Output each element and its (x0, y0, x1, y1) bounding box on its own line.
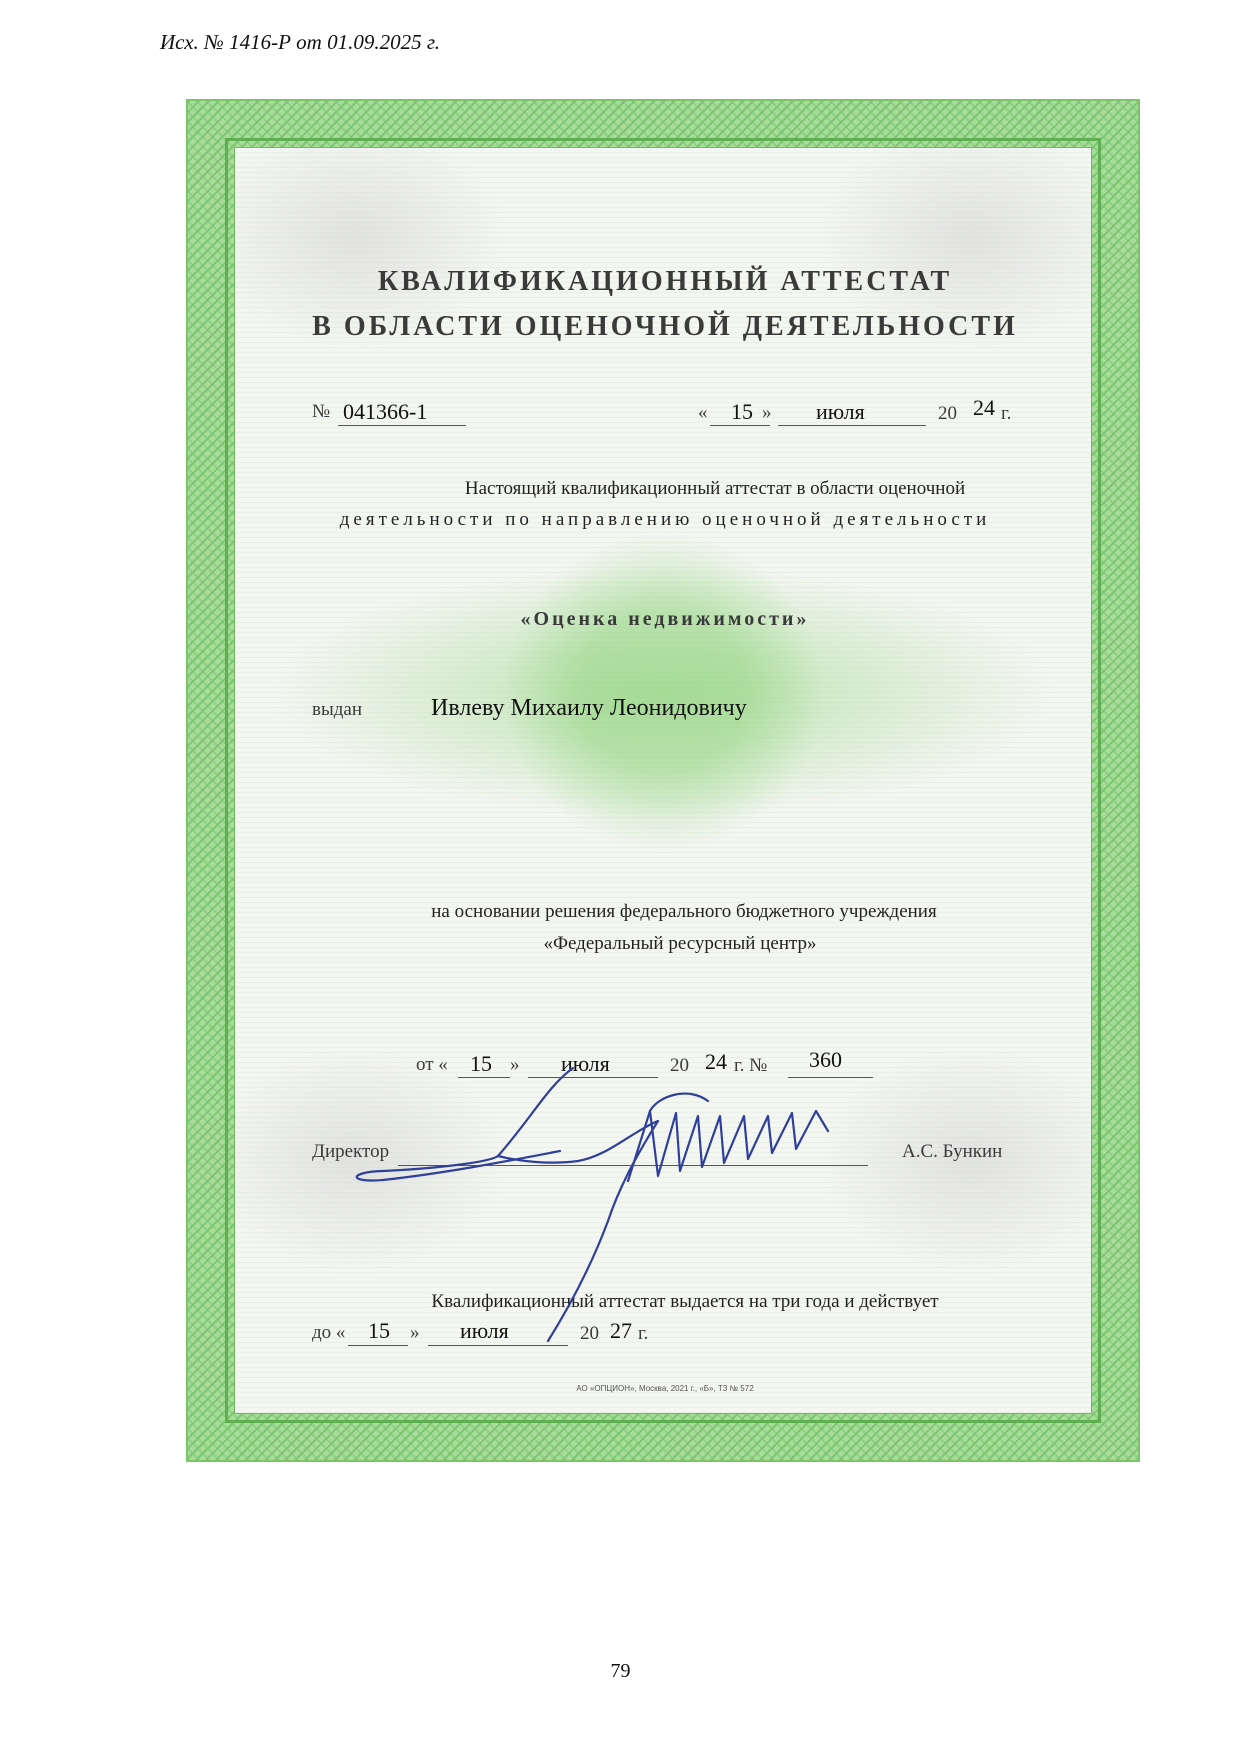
date-open-quote: « (698, 402, 708, 423)
valid-month: июля (460, 1318, 509, 1343)
direction: «Оценка недвижимости» (520, 608, 810, 630)
certificate-title-line2: В ОБЛАСТИ ОЦЕНОЧНОЙ ДЕЯТЕЛЬНОСТИ (312, 311, 1018, 342)
signature-line (398, 1165, 868, 1166)
decision-number: 360 (809, 1047, 842, 1072)
document-reference: Исх. № 1416-Р от 01.09.2025 г. (160, 30, 440, 54)
decision-month: июля (561, 1051, 610, 1076)
issue-month-underline (778, 425, 926, 426)
number-underline (338, 425, 466, 426)
certificate (186, 99, 1140, 1462)
decision-day-underline (458, 1077, 510, 1078)
decision-year-suffix: г. № (734, 1055, 768, 1076)
issue-month: июля (816, 399, 865, 424)
number-label: № (312, 401, 331, 422)
issued-label: выдан (312, 699, 363, 720)
valid-year-suffix: г. (638, 1323, 649, 1344)
decision-close-quote: » (510, 1054, 520, 1075)
issue-year: 24 (973, 395, 995, 420)
basis-line1: на основании решения федерального бюджетного учреждения (431, 901, 937, 922)
validity-line: Квалификационный аттестат выдается на три года и действует (431, 1291, 939, 1312)
body-line1: Настоящий квалификационный аттестат в области оценочной (464, 478, 966, 499)
valid-until-label: до « (312, 1322, 346, 1343)
director-label: Директор (312, 1141, 390, 1162)
page-number: 79 (610, 1660, 631, 1682)
holder-name: Ивлеву Михаилу Леонидовичу (431, 695, 747, 721)
decision-year: 24 (705, 1049, 727, 1074)
valid-close-quote: » (410, 1322, 420, 1343)
issue-day: 15 (731, 399, 753, 424)
year-suffix: г. (1001, 403, 1012, 424)
decision-number-underline (788, 1077, 873, 1078)
certificate-title-line1: КВАЛИФИКАЦИОННЫЙ АТТЕСТАТ (377, 266, 953, 297)
basis-line2: «Федеральный ресурсный центр» (543, 933, 817, 954)
valid-day-underline (348, 1345, 408, 1346)
date-close-quote: » (762, 402, 772, 423)
certificate-number: 041366-1 (343, 399, 428, 424)
valid-year: 27 (610, 1318, 632, 1343)
body-line2: деятельности по направлению оценочной деятельности (339, 509, 991, 530)
year-prefix: 20 (938, 403, 957, 424)
printer-line: АО «ОПЦИОН», Москва, 2021 г., «Б», Т3 № 572 (576, 1384, 754, 1393)
decision-from-label: от « (416, 1054, 448, 1075)
valid-year-prefix: 20 (580, 1323, 599, 1344)
decision-month-underline (528, 1077, 658, 1078)
valid-day: 15 (368, 1318, 390, 1343)
issue-day-underline (710, 425, 770, 426)
director-name: А.С. Бункин (902, 1141, 1003, 1162)
valid-month-underline (428, 1345, 568, 1346)
decision-year-prefix: 20 (670, 1055, 689, 1076)
decision-day: 15 (470, 1051, 492, 1076)
